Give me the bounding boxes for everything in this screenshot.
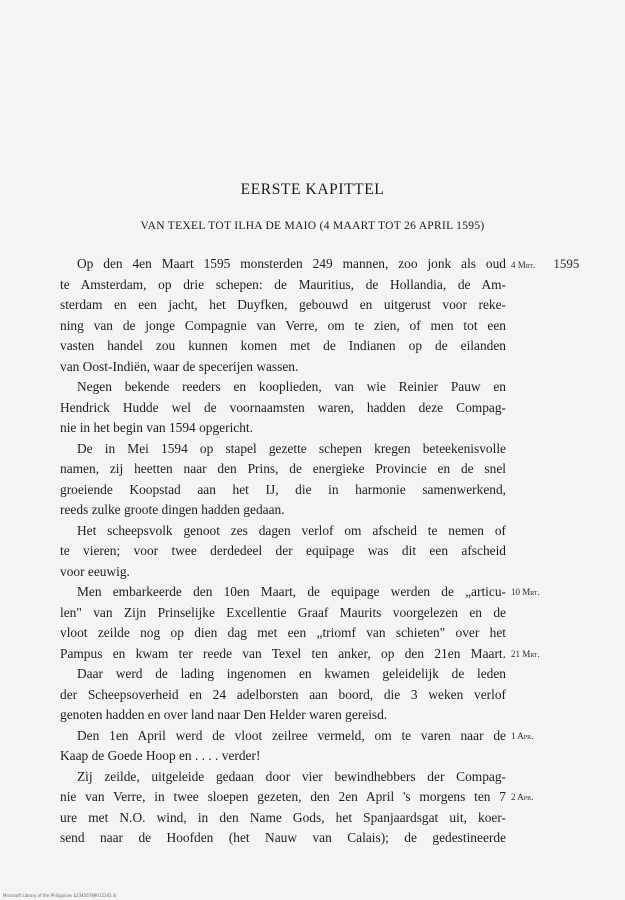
text-line: nie in het begin van 1594 opgericht. — [60, 420, 254, 435]
text-line: Daar werd de lading ingenomen en kwamen geleidelijk de leden — [77, 666, 506, 681]
text-line: voor eeuwig. — [60, 563, 130, 579]
text-line: De in Mei 1594 op stapel gezette schepen kregen beteekenisvolle — [77, 440, 506, 456]
margin-date: 21 Mrt. — [511, 648, 540, 659]
text-line: groeiende Koopstad aan het IJ, die in harmonie samenwerkend, — [60, 481, 506, 497]
footer-stamp: Microsoft Library of the Philippines b23456789012345 lil — [3, 893, 117, 898]
text-line: te vieren; voor twee derdedeel der equipage was dit een afscheid — [60, 543, 506, 558]
margin-date-note — [511, 644, 540, 665]
text-line: vloot zeilde nog op dien dag met een „triomf van schieten" over het — [60, 625, 506, 640]
text-line: vasten handel zou kunnen komen met de Indianen op de eilanden — [60, 338, 506, 353]
text-line: nie van Verre, in twee sloepen gezeten, den 2en April 's morgens ten 7 — [60, 789, 506, 804]
margin-date: 10 Mrt. — [511, 587, 540, 597]
margin-date-note — [511, 787, 533, 808]
text-line: der Scheepsoverheid en 24 adelborsten aan boord, die 3 weken verlof — [60, 686, 506, 702]
text-line: len" van Zijn Prinselijke Excellentie Graaf Maurits voorgelezen en de — [60, 604, 506, 620]
text-line: send naar de Hoofden (het Nauw van Calais); de gedestineerde — [60, 830, 506, 845]
text-line: ure met N.O. wind, in den Name Gods, het Spanjaardsgat uit, koer- — [60, 809, 506, 825]
text-line: reeds zulke groote dingen hadden gedaan. — [60, 502, 285, 517]
chapter-title: EERSTE KAPITTEL — [240, 181, 385, 198]
margin-date-note — [511, 254, 579, 276]
text-line: Op den 4en Maart 1595 monsterden 249 mannen, zoo jonk als oud — [77, 256, 506, 271]
text-line: Kaap de Goede Hoop en . . . . verder! — [60, 748, 261, 763]
text-line: Het scheepsvolk genoot zes dagen verlof om afscheid te nemen of — [77, 522, 506, 538]
body-text — [60, 254, 506, 849]
margin-date: 2 Apr. — [511, 792, 534, 802]
text-line: Men embarkeerde den 10en Maart, de equipage werden de „articu- — [77, 584, 506, 599]
text-line: van Oost-Indiën, waar de specerijen wassen. — [60, 358, 299, 374]
margin-date-note — [511, 726, 533, 747]
margin-date: 4 Mrt. — [511, 260, 536, 270]
text-line: te Amsterdam, op drie schepen: de Mauritius, de Hollandia, de Am- — [60, 276, 506, 292]
margin-year: 1595 — [553, 256, 580, 271]
text-line: Pampus en kwam ter reede van Texel ten anker, op den 21en Maart. — [60, 645, 506, 661]
text-line: Negen bekende reeders en kooplieden, van wie Reinier Pauw en — [77, 379, 506, 394]
text-line: namen, zij heetten naar den Prins, de energieke Provincie en de snel — [60, 461, 506, 476]
text-line: genoten hadden en over land naar Den Helder waren gereisd. — [60, 707, 388, 722]
text-line: Zij zeilde, uitgeleide gedaan door vier bewindhebbers der Compag- — [77, 768, 506, 784]
text-line: Den 1en April werd de vloot zeilree vermeld, om te varen naar de — [77, 727, 506, 743]
text-line: ning van de jonge Compagnie van Verre, om te zien, of men tot een — [60, 317, 506, 333]
text-line: sterdam en een jacht, het Duyfken, gebouwd en uitgerust voor reke- — [60, 297, 506, 312]
text-line: Hendrick Hudde wel de voornaamsten waren, hadden deze Compag- — [60, 399, 506, 415]
chapter-subtitle: VAN TEXEL TOT ILHA DE MAIO (4 MAART TOT 26 APRIL 1595) — [140, 220, 485, 232]
margin-date: 1 Apr. — [511, 730, 534, 741]
margin-date-note — [511, 582, 540, 603]
